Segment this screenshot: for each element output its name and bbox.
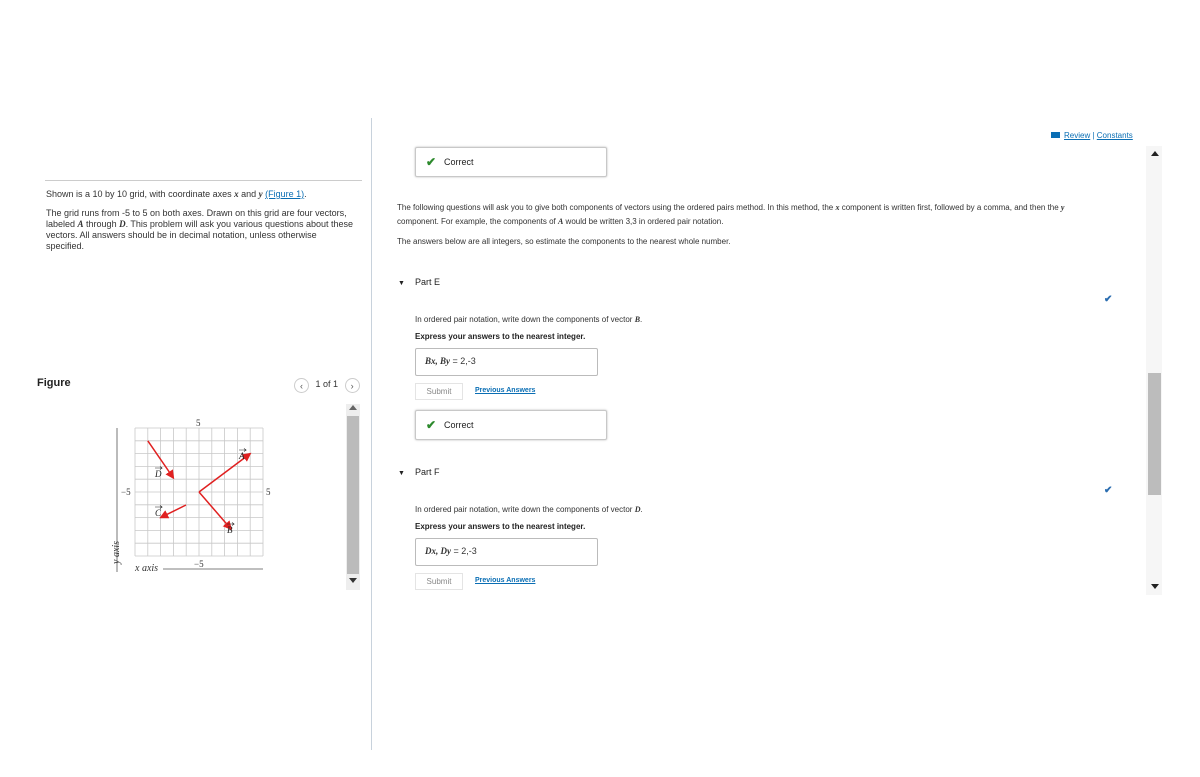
collapse-triangle-icon[interactable]: ▼ (398, 280, 405, 287)
chevron-left-icon: ‹ (300, 380, 303, 391)
part-f-title: Part F (414, 467, 440, 477)
instructions-text-4: would be written 3,3 in ordered pair notation. (563, 217, 724, 226)
vector-b-label: B (227, 525, 233, 535)
part-e-question-text: In ordered pair notation, write down the components of vector (415, 315, 635, 324)
correct-label: Correct (444, 157, 474, 167)
part-f-previous-answers-link[interactable]: Previous Answers (475, 577, 536, 584)
part-e-question-end: . (640, 315, 643, 324)
instructions-line-1 (397, 203, 1064, 213)
tick-label-left: −5 (121, 487, 131, 497)
part-f-answer-content (425, 546, 477, 556)
tick-label-bottom: −5 (194, 559, 204, 569)
intro-text-and: and (238, 189, 259, 199)
figure-link[interactable]: (Figure 1) (265, 189, 305, 199)
part-e-answer-content (425, 356, 476, 366)
part-f-submit-button[interactable]: Submit (415, 573, 463, 590)
vector-c-label: C (155, 508, 162, 518)
vector-a-symbol: A (77, 219, 84, 229)
part-f-answer-value: 2,-3 (461, 546, 477, 556)
tick-label-right: 5 (266, 487, 271, 497)
y-symbol-2: y (1060, 203, 1065, 212)
part-e-answer-label: Bx, By (425, 356, 451, 366)
figure-title: Figure (37, 377, 71, 389)
check-icon: ✔ (426, 155, 437, 169)
figure-scrollbar-thumb[interactable] (347, 416, 359, 574)
vector-d-symbol-2: D (634, 505, 641, 514)
constants-link[interactable]: Constants (1096, 131, 1133, 140)
intro-text-4: . This problem will ask you various questions about these vectors. All answers should be in decimal notation, unless otherwise specified. (46, 219, 354, 251)
vector-d-label: D (155, 469, 162, 479)
part-f-question-end: . (640, 505, 643, 514)
part-e-answer-field[interactable] (415, 348, 598, 376)
part-e-instruction: Express your answers to the nearest integer. (415, 332, 586, 341)
intro-paragraph-2 (46, 208, 356, 252)
main-scrollbar[interactable] (1146, 146, 1162, 595)
intro-divider (45, 180, 362, 181)
part-f-check-icon: ✔ (1104, 485, 1113, 496)
intro-text-3: through (83, 219, 120, 229)
part-f-question (415, 505, 643, 514)
intro-text (46, 189, 356, 260)
part-f-answer-eq: = (451, 546, 462, 556)
pager-count: 1 of 1 (315, 378, 339, 389)
instructions-line-3: The answers below are all integers, so estimate the components to the nearest whole number. (397, 237, 731, 246)
correct-feedback-top (415, 147, 607, 177)
figure-pager (294, 378, 360, 393)
correct-feedback-part-e (415, 410, 607, 440)
vector-b-symbol: B (634, 315, 641, 324)
x-axis-label: x axis (135, 563, 159, 574)
part-e-previous-answers-link[interactable]: Previous Answers (475, 387, 536, 394)
book-icon (1051, 132, 1060, 138)
instructions-line-2 (397, 217, 723, 227)
vector-b-arrow (199, 492, 231, 529)
part-f-instruction: Express your answers to the nearest integer. (415, 522, 586, 531)
x-symbol-2: x (835, 203, 840, 212)
part-f-answer-label: Dx, Dy (425, 546, 451, 556)
correct-label: Correct (444, 420, 474, 430)
vector-grid-figure (105, 412, 280, 584)
intro-paragraph-1 (46, 189, 356, 200)
y-symbol: y (258, 189, 263, 199)
collapse-triangle-icon[interactable]: ▼ (398, 470, 405, 477)
review-link[interactable]: Review (1064, 131, 1091, 140)
intro-text-2: The grid runs from -5 to 5 on both axes. Drawn on this grid are four vectors, labeled (46, 208, 347, 229)
header-links-separator: | (1092, 131, 1095, 140)
instructions-text-2: component is written first, followed by a comma, and then the (839, 203, 1061, 212)
part-e-title: Part E (414, 277, 440, 287)
part-f-header[interactable] (398, 467, 439, 477)
column-divider (371, 118, 372, 750)
tick-label-top: 5 (196, 418, 201, 428)
chevron-right-icon: › (350, 380, 354, 391)
vector-d-symbol: D (119, 219, 126, 229)
prev-figure-button[interactable] (294, 378, 309, 393)
part-e-answer-value: 2,-3 (460, 356, 476, 366)
instructions-text-1: The following questions will ask you to give both components of vectors using the ordered pairs method. In this method, the (397, 203, 836, 212)
vector-a-label: A (239, 451, 245, 461)
part-f-answer-field[interactable] (415, 538, 598, 566)
header-links (1051, 131, 1133, 140)
instructions-text-3: component. For example, the components of (397, 217, 558, 226)
intro-text-1: Shown is a 10 by 10 grid, with coordinate axes (46, 189, 235, 199)
y-axis-label: y axis (111, 540, 122, 564)
intro-text-end: . (304, 189, 307, 199)
part-e-check-icon: ✔ (1104, 294, 1113, 305)
part-f-question-text: In ordered pair notation, write down the components of vector (415, 505, 635, 514)
scroll-up-icon[interactable] (349, 405, 357, 410)
x-symbol: x (234, 189, 239, 199)
scroll-down-icon[interactable] (349, 578, 357, 583)
next-figure-button[interactable] (345, 378, 360, 393)
main-scroll-up-icon[interactable] (1151, 151, 1159, 156)
main-scroll-down-icon[interactable] (1151, 584, 1159, 589)
part-e-answer-eq: = (450, 356, 461, 366)
part-e-header[interactable] (398, 277, 440, 287)
part-e-question (415, 315, 642, 324)
part-e-submit-button[interactable]: Submit (415, 383, 463, 400)
check-icon: ✔ (426, 418, 437, 432)
main-scrollbar-thumb[interactable] (1148, 373, 1161, 495)
vector-a-symbol-2: A (557, 217, 564, 226)
